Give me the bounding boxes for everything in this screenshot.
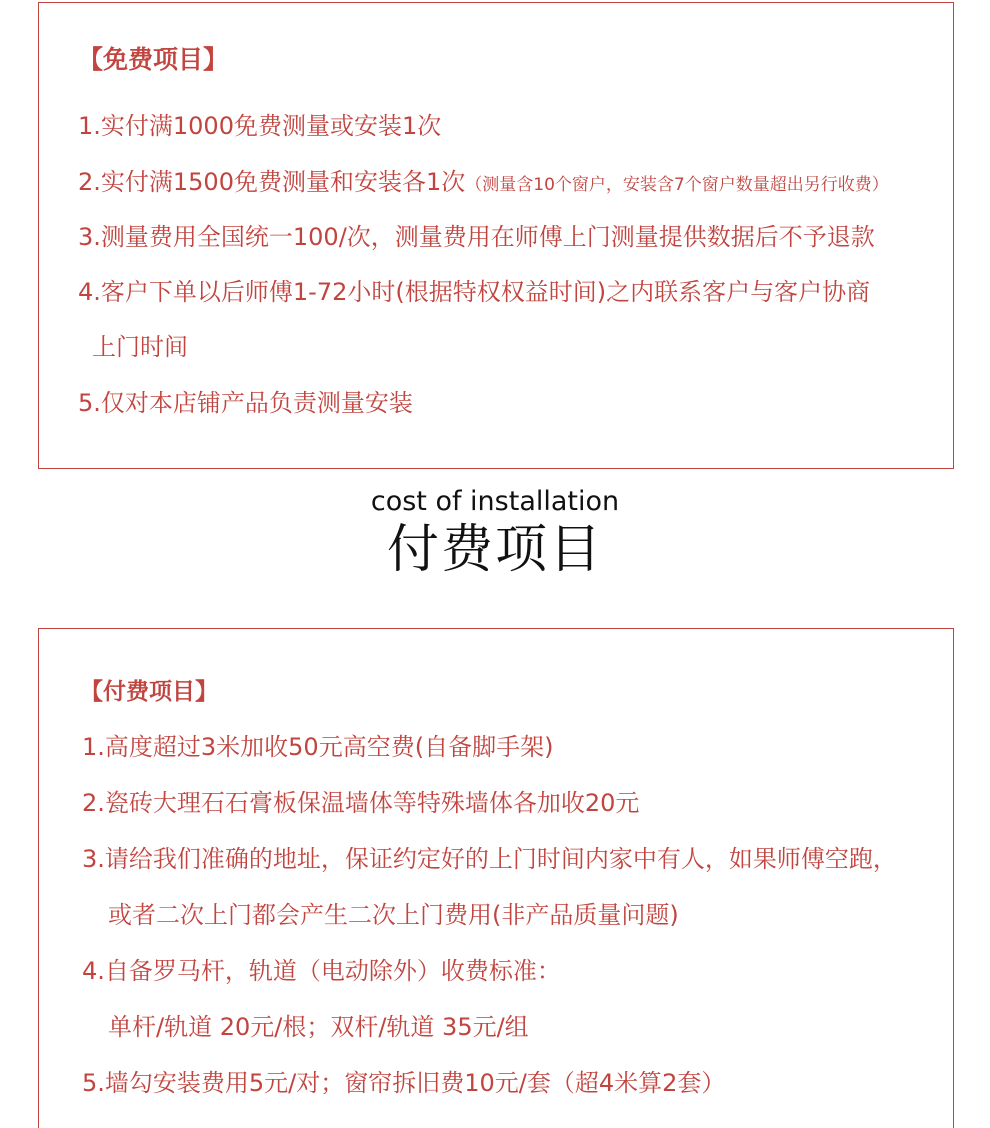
paid-item-3-continuation: 或者二次上门都会产生二次上门费用(非产品质量问题) [108,901,679,929]
paid-item-4: 4.自备罗马杆，轨道（电动除外）收费标准： [82,957,561,985]
free-item-5: 5.仅对本店铺产品负责测量安装 [78,389,413,417]
free-item-2-text: 2.实付满1500免费测量和安装各1次 [78,168,466,196]
free-items-heading: 【免费项目】 [78,45,229,74]
free-item-2-note: （测量含10个窗户，安装含7个窗户数量超出另行收费） [465,175,889,195]
free-item-4: 4.客户下单以后师傅1-72小时(根据特权权益时间)之内联系客户与客户协商 [78,278,871,306]
paid-items-heading: 【付费项目】 [80,679,218,705]
paid-item-2: 2.瓷砖大理石石膏板保温墙体等特殊墙体各加收20元 [82,789,640,817]
free-item-1: 1.实付满1000免费测量或安装1次 [78,112,442,140]
paid-item-3: 3.请给我们准确的地址，保证约定好的上门时间内家中有人，如果师傅空跑， [82,845,897,873]
section-title-chinese: 付费项目 [386,520,603,580]
free-item-2 [78,166,889,201]
paid-item-4-detail: 单杆/轨道 20元/根；双杆/轨道 35元/组 [108,1013,529,1041]
section-subtitle-english: cost of installation [370,486,620,517]
free-item-4-continuation: 上门时间 [92,333,188,361]
paid-item-1: 1.高度超过3米加收50元高空费(自备脚手架) [82,733,554,761]
paid-item-5: 5.墙勾安装费用5元/对；窗帘拆旧费10元/套（超4米算2套） [82,1069,726,1097]
free-item-3: 3.测量费用全国统一100/次，测量费用在师傅上门测量提供数据后不予退款 [78,223,875,251]
